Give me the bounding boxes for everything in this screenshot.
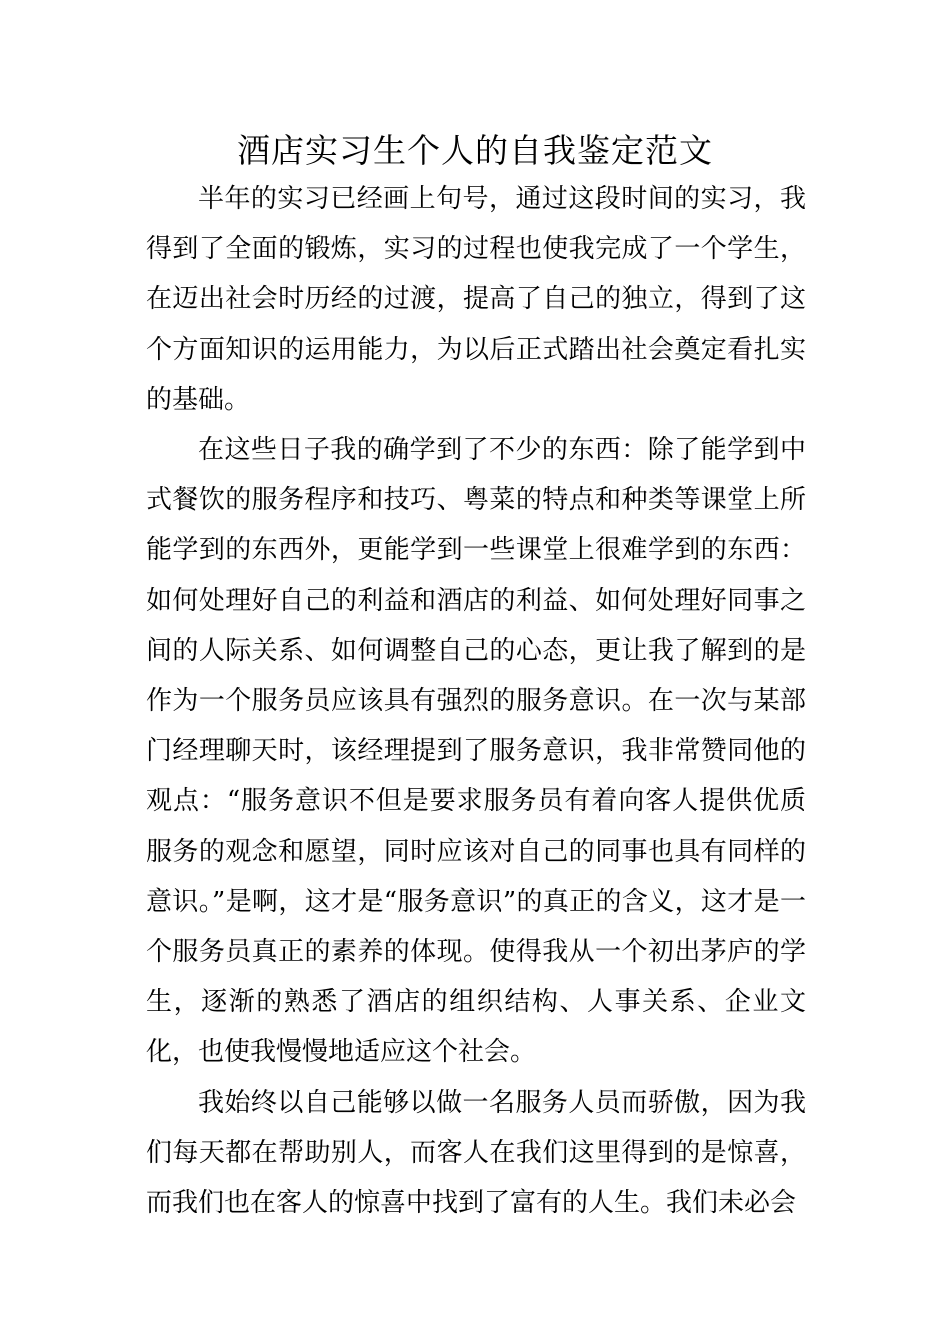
document-body [146,174,806,1228]
paragraph-1: 半年的实习已经画上句号，通过这段时间的实习，我得到了全面的锻炼，实习的过程也使我完成了一个学生，在迈出社会时历经的过渡，提高了自己的独立，得到了这个方面知识的运用能力，为以后正式踏出社会奠定看扎实的基础。 [146,184,806,415]
document-title: 酒店实习生个人的自我鉴定范文 [237,131,713,170]
paragraph-3: 我始终以自己能够以做一名服务人员而骄傲，因为我们每天都在帮助别人，而客人在我们这里得到的是惊喜，而我们也在客人的惊喜中找到了富有的人生。我们未必会 [146,1087,806,1219]
paragraph-2: 在这些日子我的确学到了不少的东西：除了能学到中式餐饮的服务程序和技巧、粤菜的特点和种类等课堂上所能学到的东西外，更能学到一些课堂上很难学到的东西：如何处理好自己的利益和酒店的利益、如何处理好同事之间的人际关系、如何调整自己的心态，更让我了解到的是作为一个服务员应该具有强烈的服务意识。在一次与某部门经理聊天时，该经理提到了服务意识，我非常赞同他的观点：“服务意识不但是要求服务员有着向客人提供优质服务的观念和愿望，同时应该对自己的同事也具有同样的意识。”是啊，这才是“服务意识”的真正的含义，这才是一个服务员真正的素养的体现。使得我从一个初出茅庐的学生，逐渐的熟悉了酒店的组织结构、人事关系、企业文化，也使我慢慢地适应这个社会。 [146,435,806,1068]
